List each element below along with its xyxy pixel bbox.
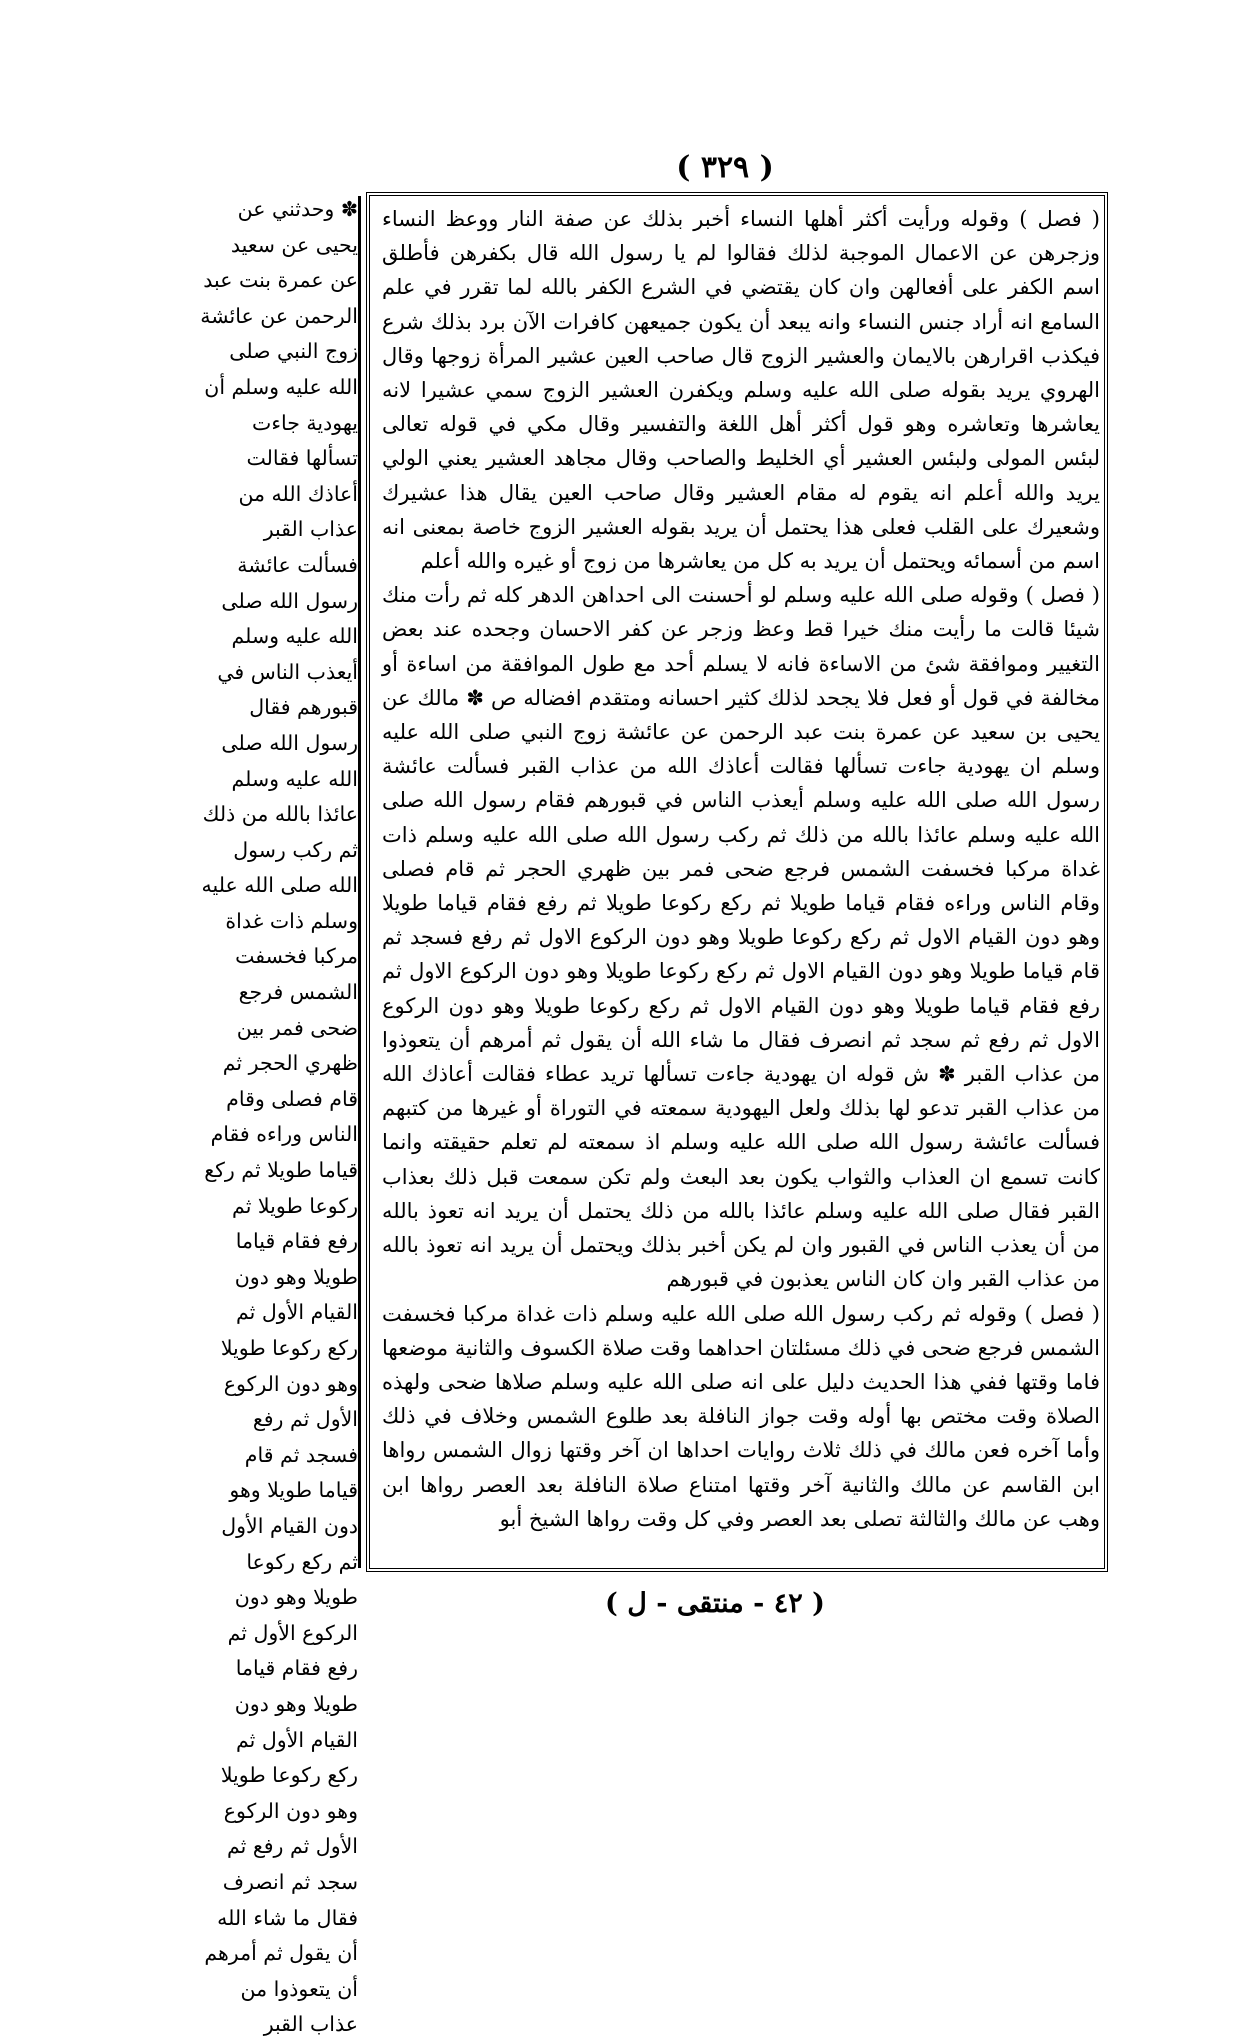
hadith-margin-column xyxy=(200,192,358,2043)
main-commentary-column xyxy=(382,202,1100,1536)
commentary-paragraph: ( فصل ) وقوله ورأيت أكثر أهلها النساء أخبر بذلك عن صفة النار ووعظ النساء وزجرهن عن الاعمال الموجبة لذلك فقالوا لم يا رسول الله قال بكفرهن فأطلق اسم الكفر على أفعالهن وان كان يقتضي في الشرع الكفر بالله لما تقرر في علم السامع انه أراد جنس النساء وانه يبعد أن يكون جميعهن كافرات الآن برد بذلك شرع فيكذب اقرارهن بالايمان والعشير الزوج قال صاحب العين عشير المرأة زوجها وقال الهروي يريد بقوله صلى الله عليه وسلم ويكفرن العشير الزوج سمي عشيرا لانه يعاشرها وتعاشره وهو قول أكثر أهل اللغة والتفسير وقال مكي في قوله تعالى لبئس المولى ولبئس العشير أي الخليط والصاحب وقال مجاهد العشير يعني الولي يريد والله أعلم انه يقوم له مقام العشير وقال صاحب العين يقال هذا عشيرك وشعيرك على القلب فعلى هذا يحتمل أن يريد بقوله العشير الزوج خاصة بمعنى انه اسم من أسمائه ويحتمل أن يريد به كل من يعاشرها من زوج أو غيره والله أعلم xyxy=(382,207,1100,574)
commentary-paragraph: ( فصل ) وقوله صلى الله عليه وسلم لو أحسنت الى احداهن الدهر كله ثم رأت منك شيئا قالت ما رأيت منك خيرا قط وعظ وزجر عن كفر الاحسان وجحده عند بعض التغيير وموافقة شئ من الاساءة فانه لا يسلم أحد مع طول الموافقة من اساءة أو مخالفة في قول أو فعل فلا يجحد لذلك كثير احسانه ومتقدم افضاله ص ✽ مالك عن يحيى بن سعيد عن عمرة بنت عبد الرحمن عن عائشة زوج النبي صلى الله عليه وسلم ان يهودية جاءت تسألها فقالت أعاذك الله من عذاب القبر فسألت عائشة رسول الله صلى الله عليه وسلم أيعذب الناس في قبورهم فقام رسول الله صلى الله عليه وسلم عائذا بالله من ذلك ثم ركب رسول الله صلى الله عليه وسلم ذات غداة مركبا فخسفت الشمس فرجع ضحى فمر بين ظهري الحجر ثم قام فصلى وقام الناس وراءه فقام قياما طويلا ثم ركع ركوعا طويلا ثم رفع فقام قياما طويلا وهو دون القيام الاول ثم ركع ركوعا طويلا وهو دون الركوع الاول ثم رفع فسجد ثم قام قياما طويلا وهو دون القيام الاول ثم ركع ركوعا طويلا وهو دون الركوع الاول ثم رفع فقام قياما طويلا وهو دون القيام الاول ثم ركع ركوعا طويلا وهو دون الركوع الاول ثم رفع ثم سجد ثم انصرف فقال ما شاء الله أن يقول ثم أمرهم أن يتعوذوا من عذاب القبر ✽ ش قوله ان يهودية جاءت تسألها تريد عطاء فقالت أعاذك الله من عذاب القبر تدعو لها بذلك ولعل اليهودية سمعته في التوراة أو غيرها من كتبهم فسألت عائشة رسول الله صلى الله عليه وسلم اذ سمعته لم تعلم حقيقته وانما كانت تسمع ان العذاب والثواب يكون بعد البعث ولم تكن سمعت قبل ذلك بعذاب القبر فقال صلى الله عليه وسلم عائذا بالله من ذلك يحتمل أن يريد انه تعوذ بالله من أن يعذب الناس في القبور وان لم يكن أخبر بذلك ويحتمل أن يريد انه تعوذ بالله من عذاب القبر وان كان الناس يعذبون في قبورهم xyxy=(382,583,1100,1292)
signature-mark: ( ٤٢ - منتقى - ل ) xyxy=(605,1588,825,1619)
margin-paragraph: ✽ وحدثني عن يحيى عن سعيد عن عمرة بنت عبد الرحمن عن عائشة زوج النبي صلى الله عليه وسلم أن يهودية جاءت تسألها فقالت أعاذك الله من عذاب القبر فسألت عائشة رسول الله صلى الله عليه وسلم أيعذب الناس في قبورهم فقال رسول الله صلى الله عليه وسلم عائذا بالله من ذلك ثم ركب رسول الله صلى الله عليه وسلم ذات غداة مركبا فخسفت الشمس فرجع ضحى فمر بين ظهري الحجر ثم قام فصلى وقام الناس وراءه فقام قياما طويلا ثم ركع ركوعا طويلا ثم رفع فقام قياما طويلا وهو دون القيام الأول ثم ركع ركوعا طويلا وهو دون الركوع الأول ثم رفع فسجد ثم قام قياما طويلا وهو دون القيام الأول ثم ركع ركوعا طويلا وهو دون الركوع الأول ثم رفع فقام قياما طويلا وهو دون القيام الأول ثم ركع ركوعا طويلا وهو دون الركوع الأول ثم رفع ثم سجد ثم انصرف فقال ما شاء الله أن يقول ثم أمرهم أن يتعوذوا من عذاب القبر xyxy=(200,197,358,2037)
page-number: ( ٣٢٩ ) xyxy=(676,150,774,185)
commentary-paragraph: ( فصل ) وقوله ثم ركب رسول الله صلى الله عليه وسلم ذات غداة مركبا فخسفت الشمس فرجع ضحى في ذلك مسئلتان احداهما وقت صلاة الكسوف والثانية موضعها فاما وقتها ففي هذا الحديث دليل على انه صلى الله عليه وسلم صلاها ضحى ولهذه الصلاة وقت مختص بها أوله وقت جواز النافلة بعد طلوع الشمس وخلاف في ذلك وأما آخره فعن مالك في ذلك ثلاث روايات احداها ان آخر وقتها زوال الشمس رواها ابن القاسم عن مالك والثانية آخر وقتها امتناع صلاة النافلة بعد العصر رواها ابن وهب عن مالك والثالثة تصلى بعد العصر وفي كل وقت رواها الشيخ أبو xyxy=(382,1301,1100,1531)
